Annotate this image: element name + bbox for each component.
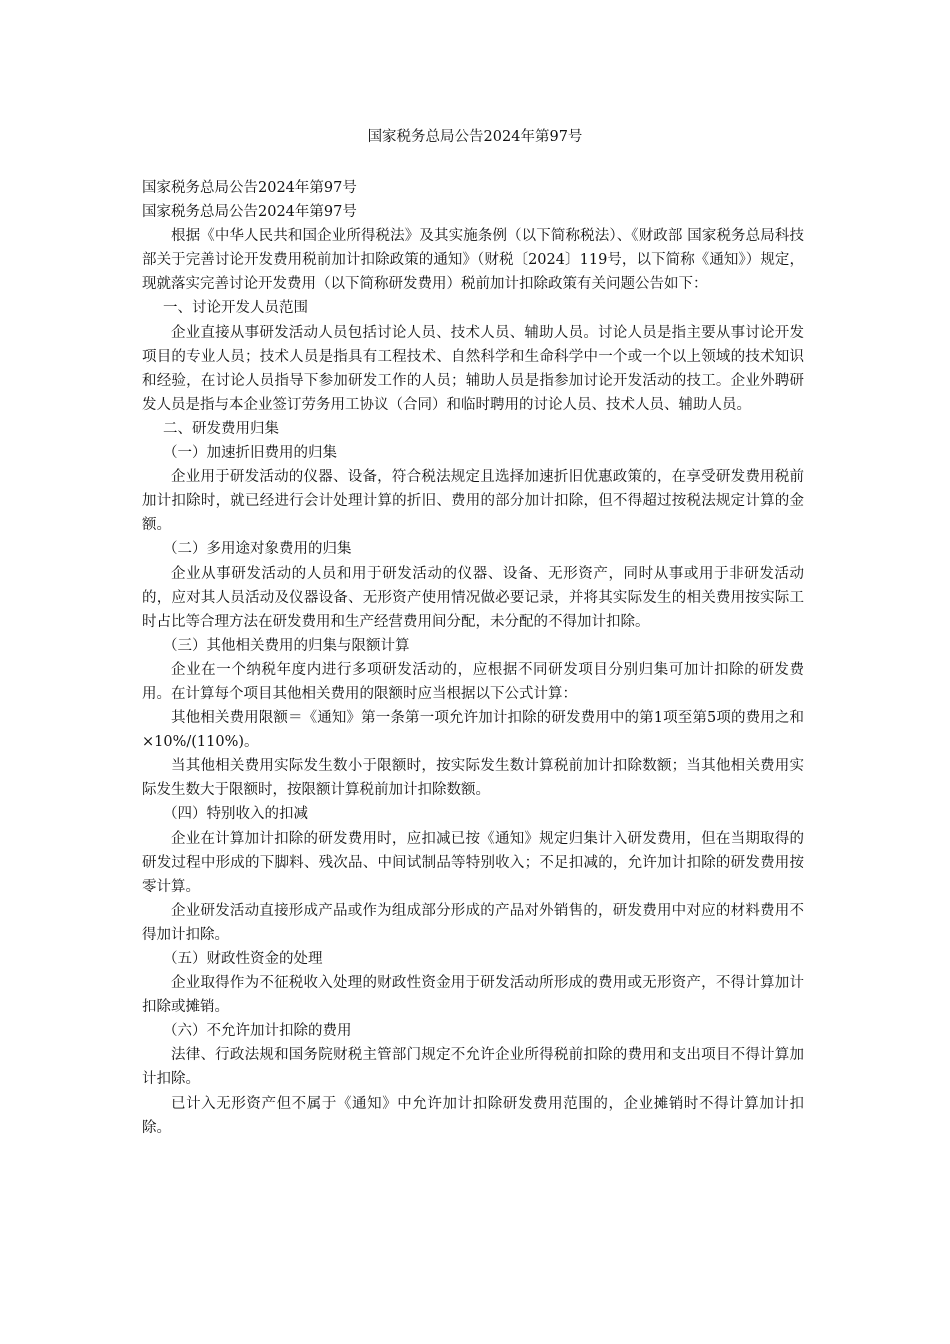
document-body xyxy=(142,176,804,1140)
document-header-line: 国家税务总局公告2024年第97号 xyxy=(142,180,357,196)
body-paragraph: 企业从事研发活动的人员和用于研发活动的仪器、设备、无形资产，同时从事或用于非研发活动的，应对其人员活动及仪器设备、无形资产使用情况做必要记录，并将其实际发生的相关费用按实际工时占比等合理方法在研发费用和生产经营费用间分配，未分配的不得加计扣除。 xyxy=(142,565,804,630)
subsection-heading: （五）财政性资金的处理 xyxy=(163,951,323,967)
body-paragraph: 企业直接从事研发活动人员包括讨论人员、技术人员、辅助人员。讨论人员是指主要从事讨论开发项目的专业人员；技术人员是指具有工程技术、自然科学和生命科学中一个或一个以上领域的技术知识和经验，在讨论人员指导下参加研发工作的人员；辅助人员是指参加讨论开发活动的技工。企业外聘研发人员是指与本企业签订劳务用工协议（合同）和临时聘用的讨论人员、技术人员、辅助人员。 xyxy=(142,324,804,413)
body-paragraph: 已计入无形资产但不属于《通知》中允许加计扣除研发费用范围的，企业摊销时不得计算加计扣除。 xyxy=(142,1095,804,1136)
body-paragraph: 根据《中华人民共和国企业所得税法》及其实施条例（以下简称税法）、《财政部 国家税务总局科技部关于完善讨论开发费用税前加计扣除政策的通知》（财税〔2024〕119号，以下简称《通知》）规定，现就落实完善讨论开发费用（以下简称研发费用）税前加计扣除政策有关问题公告如下： xyxy=(142,228,804,293)
document-title: 国家税务总局公告2024年第97号 xyxy=(367,129,583,145)
subsection-heading: （六）不允许加计扣除的费用 xyxy=(163,1023,352,1040)
body-paragraph: 企业在一个纳税年度内进行多项研发活动的，应根据不同研发项目分别归集可加计扣除的研发费用。在计算每个项目其他相关费用的限额时应当根据以下公式计算： xyxy=(142,661,804,702)
body-paragraph: 企业研发活动直接形成产品或作为组成部分形成的产品对外销售的，研发费用中对应的材料费用不得加计扣除。 xyxy=(142,902,804,943)
section-heading: 一、讨论开发人员范围 xyxy=(163,300,309,317)
body-paragraph: 法律、行政法规和国务院财税主管部门规定不允许企业所得税前扣除的费用和支出项目不得计算加计扣除。 xyxy=(142,1047,804,1088)
body-paragraph: 企业取得作为不征税收入处理的财政性资金用于研发活动所形成的费用或无形资产，不得计算加计扣除或摊销。 xyxy=(142,975,804,1016)
document-header-line: 国家税务总局公告2024年第97号 xyxy=(142,204,357,221)
subsection-heading: （一）加速折旧费用的归集 xyxy=(163,445,338,462)
body-paragraph: 企业用于研发活动的仪器、设备，符合税法规定且选择加速折旧优惠政策的，在享受研发费用税前加计扣除时，就已经进行会计处理计算的折旧、费用的部分加计扣除，但不得超过按税法规定计算的金额。 xyxy=(142,469,804,534)
subsection-heading: （四）特别收入的扣减 xyxy=(163,806,309,823)
body-paragraph: 企业在计算加计扣除的研发费用时，应扣减已按《通知》规定归集计入研发费用，但在当期取得的研发过程中形成的下脚料、残次品、中间试制品等特别收入；不足扣减的，允许加计扣除的研发费用按零计算。 xyxy=(142,830,804,895)
section-heading: 二、研发费用归集 xyxy=(163,420,280,437)
body-paragraph: 当其他相关费用实际发生数小于限额时，按实际发生数计算税前加计扣除数额；当其他相关费用实际发生数大于限额时，按限额计算税前加计扣除数额。 xyxy=(142,758,804,799)
body-paragraph: 其他相关费用限额＝《通知》第一条第一项允许加计扣除的研发费用中的第1项至第5项的费用之和×10%/(110%)。 xyxy=(142,710,804,751)
subsection-heading: （三）其他相关费用的归集与限额计算 xyxy=(163,637,410,654)
subsection-heading: （二）多用途对象费用的归集 xyxy=(163,541,352,558)
